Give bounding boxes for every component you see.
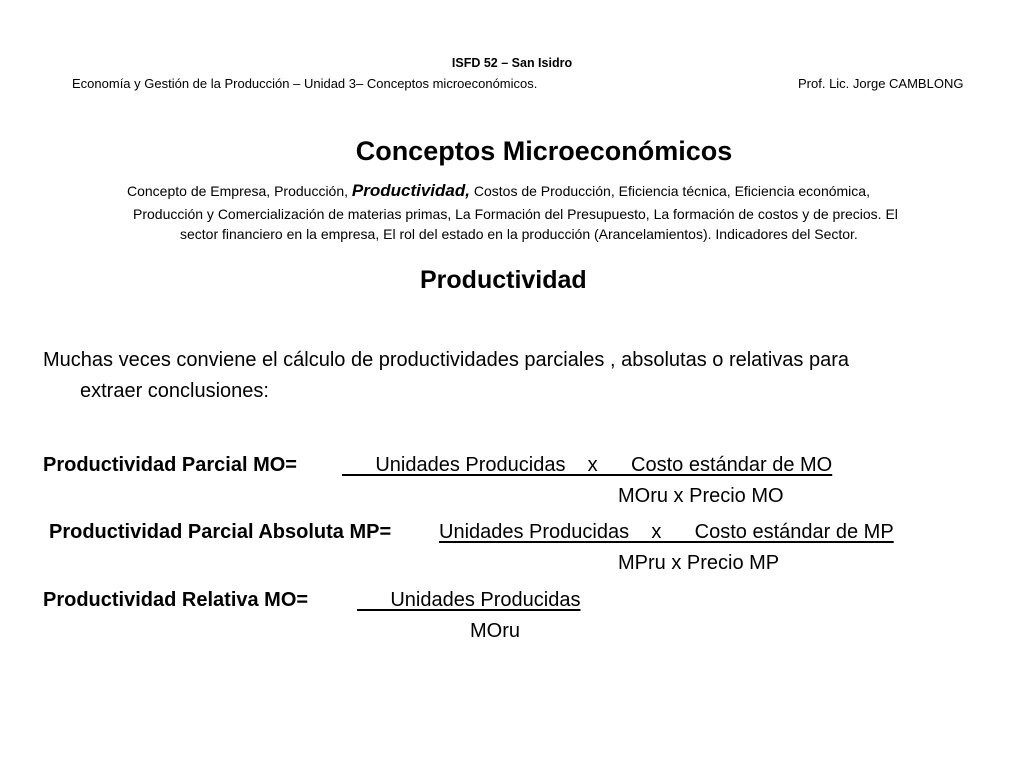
intro-line-2: extraer conclusiones: (80, 380, 269, 402)
section-title: Productividad (420, 266, 587, 294)
topics-highlight: Productividad, (351, 181, 470, 200)
formula-denominator-relative-mo: MOru (470, 620, 520, 642)
header-school: ISFD 52 – San Isidro (451, 56, 573, 70)
topics-line-2: Producción y Comercialización de materias primas, La Formación del Presupuesto, La formación de costos y de precios. El (133, 206, 898, 222)
slide-title: Conceptos Microeconómicos (355, 136, 733, 166)
formula-numerator-partial-mo: Unidades Producidas x Costo estándar de MO (342, 454, 833, 476)
topics-line-1-start: Concepto de Empresa, Producción, (127, 183, 352, 199)
formula-label-relative-mo: Productividad Relativa MO= (43, 589, 309, 611)
formula-label-partial-mo: Productividad Parcial MO= (43, 454, 297, 476)
formula-numerator-relative-mo: Unidades Producidas (357, 589, 581, 611)
formula-label-absolute-mp: Productividad Parcial Absoluta MP= (49, 521, 392, 543)
formula-denominator-absolute-mp: MPru x Precio MP (618, 552, 780, 574)
header-course: Economía y Gestión de la Producción – Unidad 3– Conceptos microeconómicos. (72, 76, 538, 91)
intro-line-1: Muchas veces conviene el cálculo de productividades parciales , absolutas o relativas para (43, 349, 850, 371)
formula-denominator-partial-mo: MOru x Precio MO (618, 485, 784, 507)
formula-numerator-absolute-mp: Unidades Producidas x Costo estándar de MP (439, 521, 894, 543)
header-professor: Prof. Lic. Jorge CAMBLONG (798, 76, 964, 91)
topics-line-1-end: Costos de Producción, Eficiencia técnica, Eficiencia económica, (469, 183, 870, 199)
topics-line-1 (127, 181, 870, 201)
topics-line-3: sector financiero en la empresa, El rol del estado en la producción (Arancelamientos). Indicadores del Sector. (180, 226, 858, 242)
